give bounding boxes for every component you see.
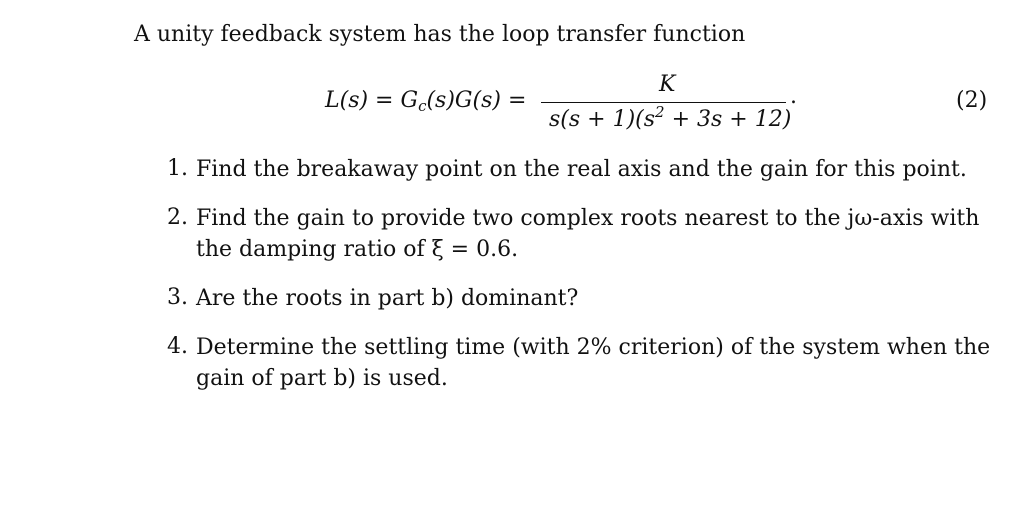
item-text: Find the gain to provide two complex roots nearest to the jω-axis with the damping ratio of ξ = 0.6.: [196, 206, 980, 262]
problem-intro: A unity feedback system has the loop transfer function: [134, 22, 746, 47]
item-number: 1.: [167, 156, 188, 181]
equation-number: (2): [956, 88, 988, 113]
item-text: Determine the settling time (with 2% criterion) of the system when the gain of part b) is used.: [196, 335, 991, 391]
item-number: 2.: [167, 205, 188, 230]
item-text: Find the breakaway point on the real axis and the gain for this point.: [196, 157, 967, 182]
fraction-numerator: K: [659, 72, 676, 97]
equation-period: .: [790, 84, 797, 109]
equation-lhs: $L(s) = G_c(s)G(s)$ =: [325, 88, 527, 115]
fraction-denominator: $s(s + 1)(s^2 + 3s + 12)$: [549, 103, 792, 132]
item-number: 4.: [167, 334, 188, 359]
item-text: Are the roots in part b) dominant?: [196, 286, 579, 311]
item-number: 3.: [167, 285, 188, 310]
